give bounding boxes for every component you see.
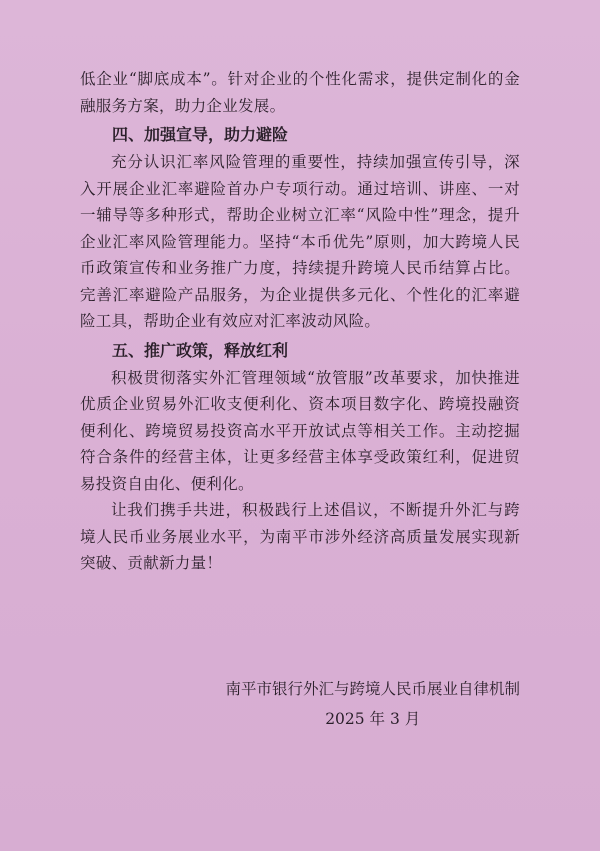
signature-block bbox=[225, 675, 520, 733]
document-body bbox=[80, 66, 520, 577]
section-heading-4: 四、加强宣导，助力避险 bbox=[112, 125, 289, 144]
signature-org: 南平市银行外汇与跨境人民币展业自律机制 bbox=[225, 680, 520, 698]
paragraph-continued: 低企业“脚底成本”。针对企业的个性化需求，提供定制化的金融服务方案，助力企业发展。 bbox=[80, 70, 520, 115]
paragraph-closing: 让我们携手共进，积极践行上述倡议，不断提升外汇与跨境人民币业务展业水平，为南平市涉外经济高质量发展实现新突破、贡献新力量！ bbox=[80, 501, 520, 572]
paragraph-policy-promotion: 积极贯彻落实外汇管理领域“放管服”改革要求，加快推进优质企业贸易外汇收支便利化、资本项目数字化、跨境投融资便利化、跨境贸易投资高水平开放试点等相关工作。主动挖掘符合条件的经营主体，让更多经营主体享受政策红利，促进贸易投资自由化、便利化。 bbox=[80, 368, 520, 493]
signature-date: 2025 年 3 月 bbox=[325, 710, 421, 728]
section-heading-5: 五、推广政策，释放红利 bbox=[112, 340, 289, 360]
paragraph-risk-hedging: 充分认识汇率风险管理的重要性，持续加强宣传引导，深入开展企业汇率避险首办户专项行动。通过培训、讲座、一对一辅导等多种形式，帮助企业树立汇率“风险中性”理念，提升企业汇率风险管理能力。坚持“本币优先”原则，加大跨境人民币政策宣传和业务推广力度，持续提升跨境人民币结算占比。完善汇率避险产品服务，为企业提供多元化、个性化的汇率避险工具，帮助企业有效应对汇率波动风险。 bbox=[80, 153, 520, 330]
